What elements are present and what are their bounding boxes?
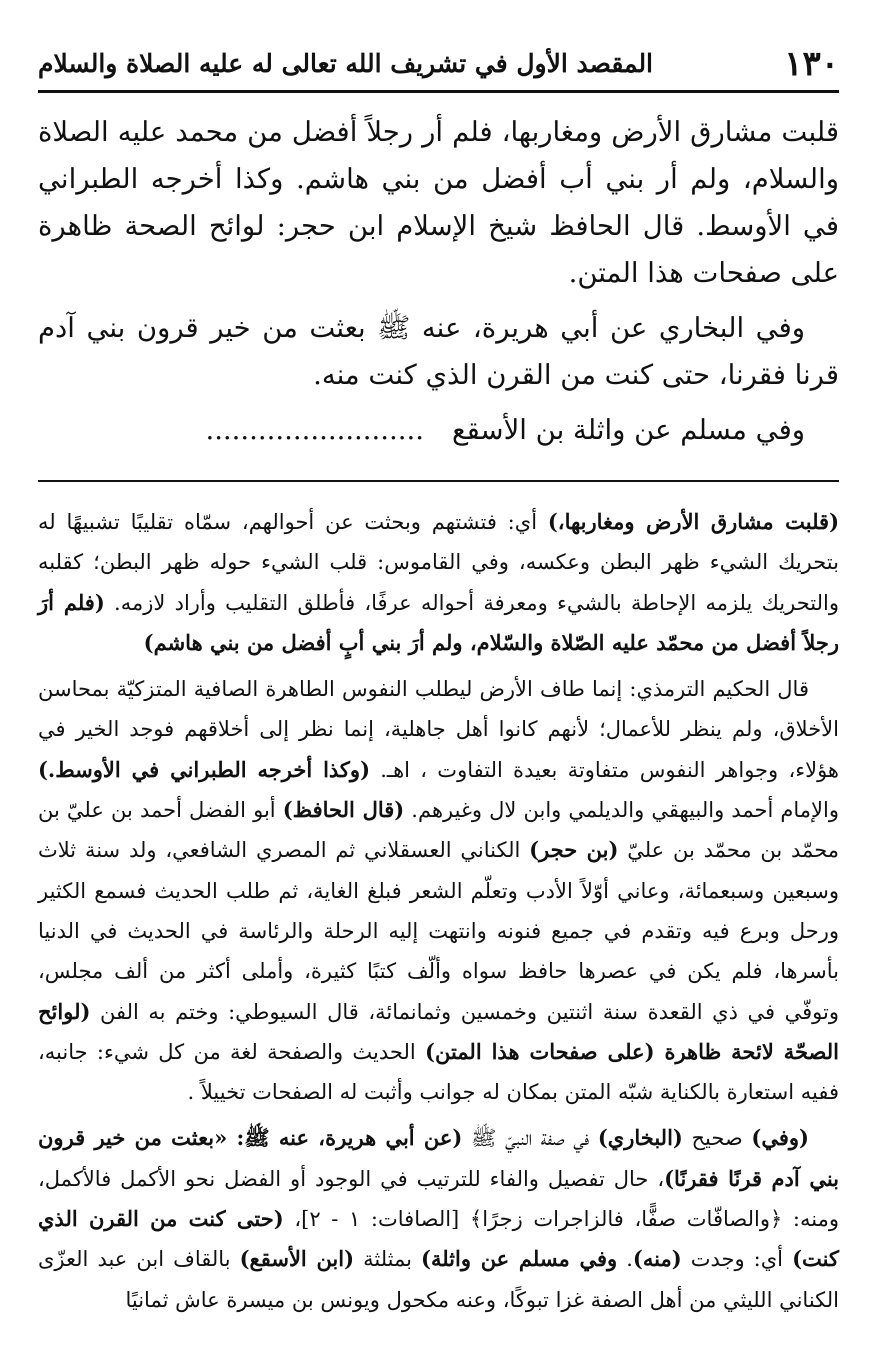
commentary-text: بالقاف ابن عبد العزّى الكناني الليثي من أهل الصفة غزا تبوكًا، وعنه مكحول ويونس بن ميسرة عاش ثمانيًا <box>38 1247 839 1312</box>
commentary-text: أبو الفضل أحمد بن عليّ بن محمّد بن محمّد بن عليّ <box>38 798 840 863</box>
quoted-main-text: (عن أبي هريرة، عنه ﷺ: «بعثت من خير قرون بني آدم قرنًا فقرنًا) <box>38 1125 840 1191</box>
commentary-text: قال الحكيم الترمذي: إنما طاف الأرض ليطلب النفوس الطاهرة الصافية المتزكيّة بمحاسن الأخلاق، ولم ينظر للأعمال؛ لأنهم كانوا أهل جاهلية، إنما نظر إلى أخلاقهم فوجد الخير في هؤلاء، وجواهر النفوس متفاوتة بعيدة التفاوت ، اهـ. <box>38 677 839 782</box>
main-text-line: وفي البخاري عن أبي هريرة، عنه ﷺ بعثت من خير قرون بني آدم قرنا فقرنا، حتى كنت من القرن الذي كنت منه. <box>38 312 839 391</box>
main-text-line: قلبت مشارق الأرض ومغاربها، فلم أر رجلاً أفضل من محمد عليه الصلاة والسلام، ولم أر بني أب أفضل من بني هاشم. وكذا أخرجه الطبراني في الأوسط. قال الحافظ شيخ الإسلام ابن حجر: لوائح الصحة ظاهرة على صفحات هذا المتن. <box>38 116 839 289</box>
separator-rule <box>38 480 839 482</box>
commentary-text: الكناني العسقلاني ثم المصري الشافعي، ولد سنة ثلاث وسبعين وسبعمائة، وعاني أوّلاً الأدب وتعلّم الشعر فبلغ الغاية، ثم طلب الحديث فسمع الكثير ورحل وبرع فيه وتقدم في جميع فنونه وانتهت إليه الرحلة والرئاسة في الحديث في الدنيا بأسرها، فلم يكن في عصرها حافظ سواه وألّف كتبًا كثيرة، وأملى أكثر من ألف مجلس، وتوفّي في ذي القعدة سنة اثنتين وخمسين وثمانمائة، قال السيوطي: وختم به الفن <box>38 838 839 1024</box>
commentary-paragraph <box>38 502 839 663</box>
quoted-main-text: (قلبت مشارق الأرض ومغاربها،) <box>547 509 840 534</box>
commentary-text: والإمام أحمد والبيهقي والديلمي وابن لال وغيرهم. <box>404 798 839 823</box>
quoted-main-text: (حتى كنت من القرن الذي كنت) <box>38 1206 839 1272</box>
main-text-paragraph <box>38 109 839 297</box>
commentary-paragraph <box>38 669 839 1112</box>
running-title: المقصد الأول في تشريف الله تعالى له عليه الصلاة والسلام <box>38 49 654 78</box>
quoted-main-text: (بن حجر) <box>529 837 619 863</box>
main-text-line: وفي مسلم عن واثلة بن الأسقع <box>452 414 805 446</box>
page-header <box>38 0 839 84</box>
commentary-text: أي: فتشتهم وبحثت عن أحوالهم، سمّاه تقليبًا تشبيهًا له بتحريك الشيء ظهر البطن وعكسه، وفي القاموس: قلب الشيء حوله ظهر البطن؛ كقلبه والتحريك يلزمه الإحاطة بالشيء ومعرفة أحواله عرفًا، فأطلق التقليب وأراد لازمه. <box>38 510 839 615</box>
quoted-main-text: (قال الحافظ) <box>282 797 405 823</box>
main-text-paragraph <box>38 305 839 399</box>
quoted-main-text: (ابن الأسقع) <box>239 1246 355 1272</box>
quoted-main-text: (البخاري) <box>597 1125 683 1151</box>
quoted-main-text: (وفي) <box>751 1125 809 1151</box>
commentary-text: في صفة النبيّ ﷺ <box>462 1126 598 1151</box>
commentary-paragraph <box>38 1118 839 1319</box>
quoted-main-text: (لوائح الصحّة لائحة ظاهرة (على صفحات هذا المتن) <box>38 998 839 1064</box>
ellipsis-dots: ......................... <box>205 414 424 446</box>
quoted-main-text: وفي مسلم عن واثلة) <box>421 1246 618 1272</box>
quoted-main-text: (منه) <box>632 1246 682 1272</box>
header-rule <box>38 90 839 93</box>
main-text <box>38 109 839 454</box>
commentary-text: بمثلثة <box>354 1247 422 1272</box>
commentary-text: . <box>617 1247 633 1272</box>
commentary <box>38 502 839 1320</box>
commentary-text: الحديث والصفحة لغة من كل شيء: جانبه، ففيه استعارة بالكناية شبّه المتن بمكان له جوانب وأثبت له الصفحات تخييلاً . <box>38 1039 839 1105</box>
main-text-paragraph <box>38 407 839 454</box>
commentary-text: أي: وجدت <box>681 1247 793 1272</box>
quoted-main-text: (فلم أرَ رجلاً أفضل من محمّد عليه الصّلاة والسّلام، ولم أرَ بني أبٍ أفضل من بني هاشم) <box>38 589 839 655</box>
commentary-text: ، حال تفصيل والفاء للترتيب في الوجود أو الفضل نحو الأكمل فالأكمل، ومنه: ﴿والصافّات صفًّا، فالزاجرات زجرًا﴾ [الصافات: ١ - ٢]، <box>38 1166 839 1232</box>
quoted-main-text: (وكذا أخرجه الطبراني في الأوسط.) <box>38 756 370 782</box>
page-number: ١٣٠ <box>784 44 839 84</box>
commentary-text: صحيح <box>682 1126 752 1151</box>
